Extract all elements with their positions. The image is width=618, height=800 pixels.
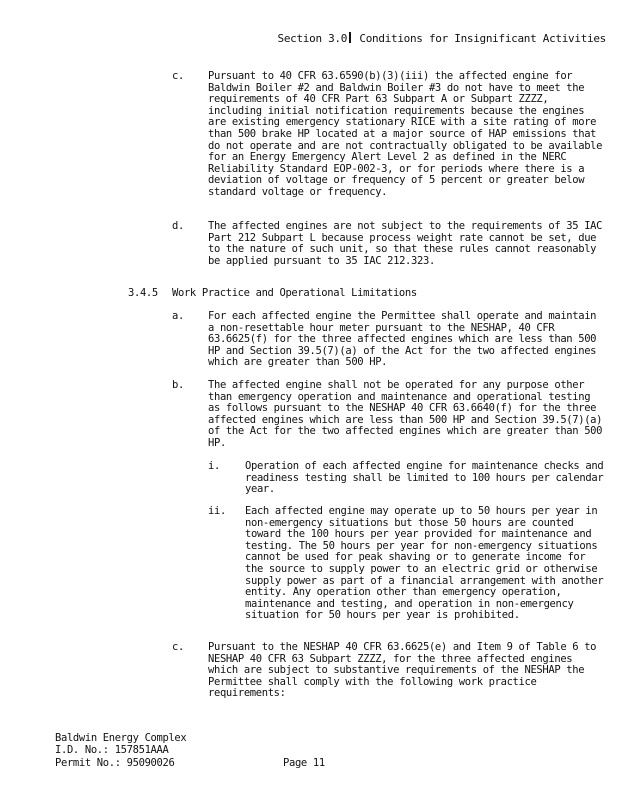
item-text: Pursuant to the NESHAP 40 CFR 63.6625(e) and Item 9 of Table 6 to NESHAP 40 CFR 63 Subpart ZZZZ, for the three affected engines which are subject to substantive requirements of the NESHAP the Permittee shall comply with the following work practice requirements:: [208, 641, 597, 700]
item-b-ii-non-emergency: [208, 506, 606, 622]
page-number: Page 11: [283, 757, 325, 769]
section-number: 3.4.5: [128, 287, 158, 299]
section-title: Work Practice and Operational Limitations: [172, 287, 417, 299]
item-label: b.: [172, 379, 184, 391]
item-d-iac: [172, 221, 606, 267]
header-title: Conditions for Insignificant Activities: [359, 32, 606, 45]
header-section: Section 3.0: [277, 32, 348, 45]
footer-id: I.D. No.: 157851AAA: [55, 744, 169, 757]
item-text: The affected engine shall not be operated for any purpose other than emergency operation and maintenance and operational testing as follows pursuant to the NESHAP 40 CFR 63.6640(f) for the three affected engines which are less than 500 HP and Section 39.5(7)(a) of the Act for the two affected engines which are greater than 500 HP.: [208, 379, 603, 449]
section-heading: [128, 287, 417, 299]
item-text: Each affected engine may operate up to 50 hours per year in non-emergency situations but those 50 hours are counted toward the 100 hours per year provided for maintenance and testing. The 50 hours per year for non-emergency situations cannot be used for peak shaving or to generate income for the source to supply power to an electric grid or otherwise supply power as part of a financial arrangement with another entity. Any operation other than emergency operation, maintenance and testing, and operation in non-emergency situation for 50 hours per year is prohibited.: [245, 505, 604, 622]
item-b-operation: [172, 380, 606, 450]
footer-permit: Permit No.: 95090026: [55, 756, 175, 769]
item-c-work-practice: [172, 642, 606, 700]
item-label: ii.: [208, 505, 226, 517]
page-header: [278, 32, 606, 45]
header-separator: [349, 32, 351, 43]
item-label: d.: [172, 220, 184, 232]
item-a-hour-meter: [172, 311, 606, 369]
item-label: c.: [172, 70, 184, 82]
footer-facility: Baldwin Energy Complex: [55, 732, 187, 744]
item-text: The affected engines are not subject to the requirements of 35 IAC Part 212 Subpart L because process weight rate cannot be set, due to the nature of such unit, so that these rules cannot reasonably be applied pursuant to 35 IAC 212.323.: [208, 220, 603, 267]
item-text: Pursuant to 40 CFR 63.6590(b)(3)(iii) the affected engine for Baldwin Boiler #2 and Baldwin Boiler #3 do not have to meet the requirements of 40 CFR Part 63 Subpart A or Subpart ZZZZ, including initial notification requirements because the engines are existing emergency stationary RICE with a site rating of more than 500 brake HP located at a major source of HAP emissions that do not operate and are not contractually obligated to be available for an Energy Emergency Alert Level 2 as defined in the NERC Reliability Standard EOP-002-3, or for periods where there is a deviation of voltage or frequency of 5 percent or greater below standard voltage or frequency.: [208, 70, 603, 198]
item-c-exemption: [172, 71, 606, 199]
item-label: c.: [172, 641, 184, 653]
item-text: Operation of each affected engine for maintenance checks and readiness testing shall be limited to 100 hours per calendar year.: [245, 460, 604, 496]
item-label: a.: [172, 310, 184, 322]
item-label: i.: [208, 460, 220, 472]
page-footer: [55, 732, 186, 769]
item-b-i-maintenance: [208, 461, 606, 496]
item-text: For each affected engine the Permittee shall operate and maintain a non-resettable hour meter pursuant to the NESHAP, 40 CFR 63.6625(f) for the three affected engines which are less than 500 HP and Section 39.5(7)(a) of the Act for the two affected engines which are greater than 500 HP.: [208, 310, 597, 369]
